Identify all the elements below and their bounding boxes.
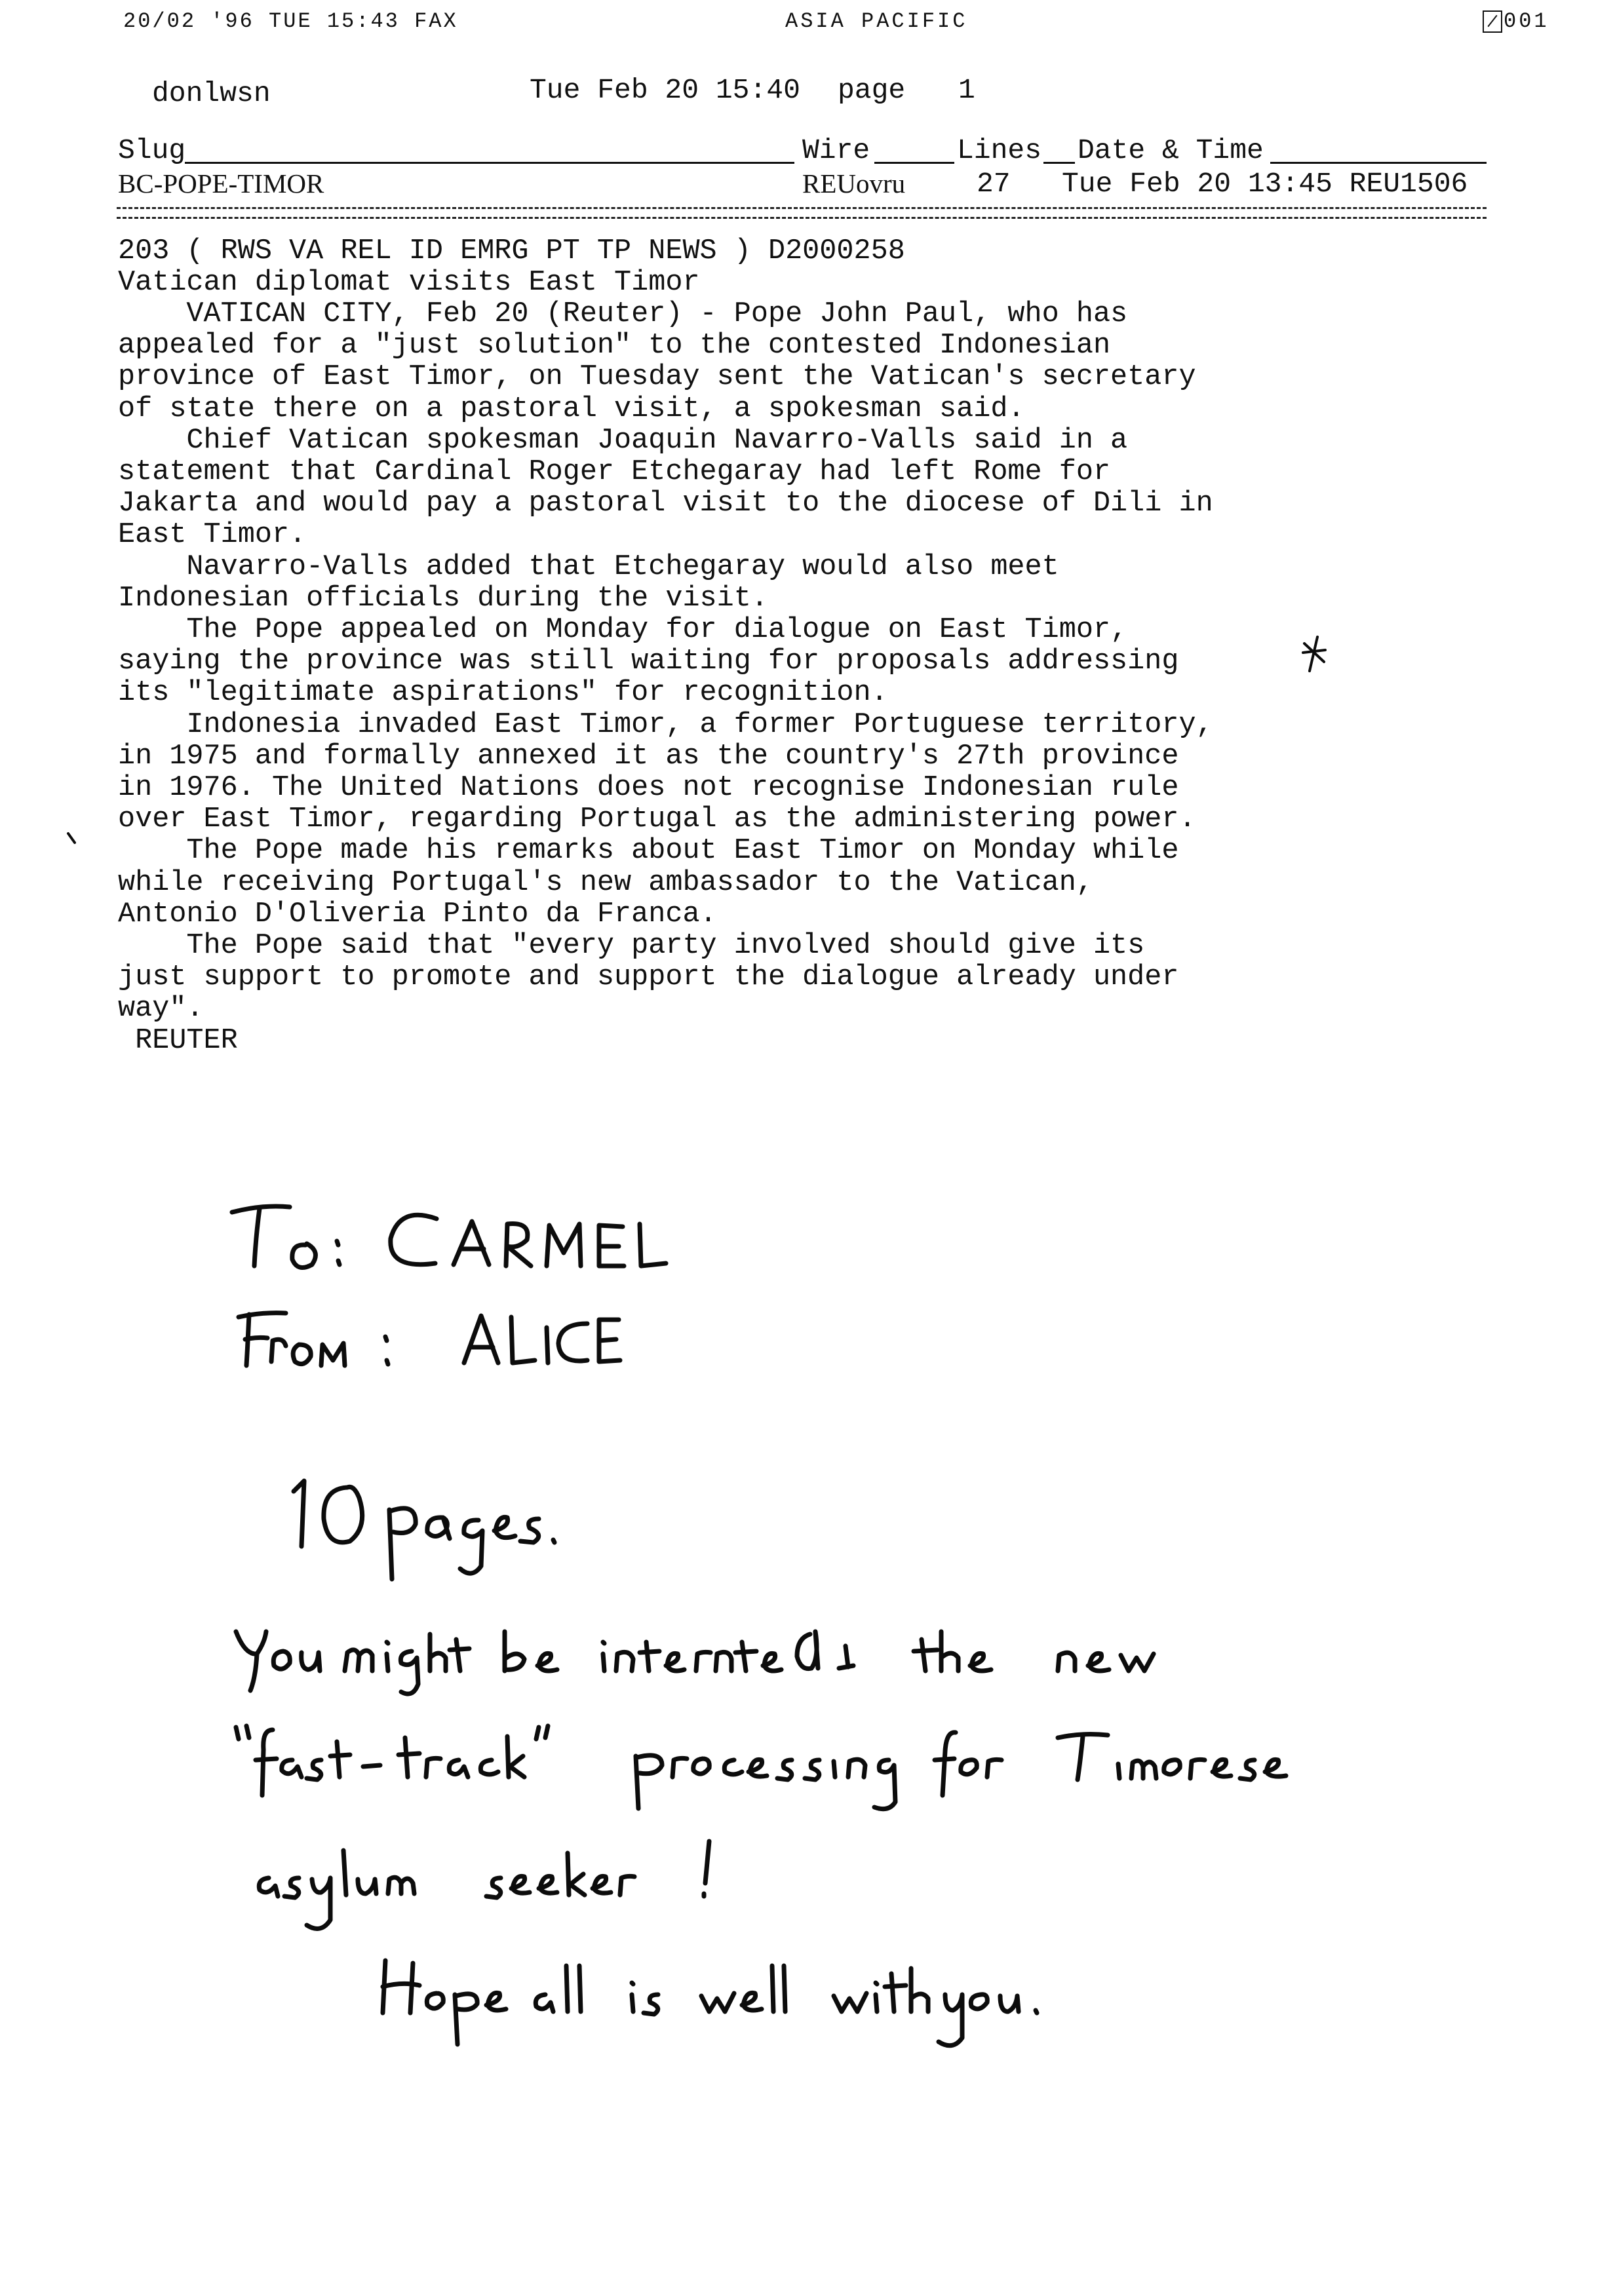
story-line: in 1975 and formally annexed it as the country's 27th province (118, 740, 1179, 773)
story-line: in 1976. The United Nations does not recognise Indonesian rule (118, 772, 1179, 804)
slug-label: Slug (118, 134, 186, 166)
wire-label: Wire (802, 134, 870, 166)
story-line: statement that Cardinal Roger Etchegaray had left Rome for (118, 456, 1111, 488)
wire-value: REUovru (802, 168, 906, 199)
story-line: Navarro-Valls added that Etchegaray would also meet (118, 550, 1059, 583)
asterisk-mark (1298, 634, 1331, 674)
wire-underline (874, 162, 954, 164)
story-line: way". (118, 993, 204, 1025)
fax-sender: ASIA PACIFIC (785, 9, 968, 33)
story-line: REUTER (118, 1024, 238, 1057)
separator-rule (117, 207, 1487, 219)
lines-underline (1043, 162, 1075, 164)
story-line: just support to promote and support the dialogue already under (118, 961, 1179, 994)
handwritten-from-line (223, 1297, 642, 1376)
story-line: appealed for a "just solution" to the contested Indonesian (118, 330, 1111, 362)
slug-value: BC-POPE-TIMOR (118, 168, 324, 199)
story-line: province of East Timor, on Tuesday sent the Vatican's secretary (118, 361, 1196, 394)
story-line: VATICAN CITY, Feb 20 (Reuter) - Pope John Paul, who has (118, 298, 1128, 330)
handwritten-pages-line (282, 1468, 570, 1586)
story-line: over East Timor, regarding Portugal as the administering power. (118, 803, 1196, 836)
fax-page-counter (1483, 9, 1549, 33)
story-line: The Pope made his remarks about East Timor on Monday while (118, 835, 1179, 868)
system-datetime: Tue Feb 20 15:40 (530, 74, 800, 106)
story-line: Chief Vatican spokesman Joaquin Navarro-Valls said in a (118, 424, 1128, 457)
system-user: donlwsn (152, 77, 271, 109)
story-line: saying the province was still waiting for proposals addressing (118, 645, 1179, 678)
fax-page-number: 001 (1504, 9, 1549, 33)
datetime-value: Tue Feb 20 13:45 REU1506 (1062, 168, 1468, 200)
datetime-underline (1270, 162, 1487, 164)
handwritten-line-4 (374, 1940, 1095, 2051)
story-code-line: 203 ( RWS VA REL ID EMRG PT TP NEWS ) D2000258 (118, 235, 905, 267)
handwritten-to-line (223, 1193, 669, 1278)
lines-label: Lines (957, 134, 1042, 166)
story-line: Indonesian officials during the visit. (118, 582, 768, 615)
handwritten-line-1 (229, 1605, 1186, 1710)
lines-value: 27 (977, 168, 1011, 200)
story-line: East Timor. (118, 519, 307, 552)
story-line: while receiving Portugal's new ambassador to the Vatican, (118, 866, 1093, 899)
stray-mark (66, 831, 79, 847)
story-line: Jakarta and would pay a pastoral visit to the diocese of Dili in (118, 488, 1213, 520)
story-line: Antonio D'Oliveria Pinto da Franca. (118, 898, 717, 930)
handwritten-line-2 (229, 1704, 1291, 1815)
story-line: its "legitimate aspirations" for recognition. (118, 677, 888, 710)
story-line: Indonesia invaded East Timor, a former Portuguese territory, (118, 708, 1213, 741)
system-page-number: 1 (958, 74, 975, 106)
story-line: of state there on a pastoral visit, a spokesman said. (118, 392, 1025, 425)
handwritten-line-3 (249, 1815, 760, 1940)
story-line: The Pope said that "every party involved should give its (118, 930, 1145, 962)
story-line: The Pope appealed on Monday for dialogue on East Timor, (118, 614, 1128, 646)
system-page-label: page (838, 74, 906, 106)
fax-page-icon (1483, 10, 1502, 33)
datetime-label: Date & Time (1078, 134, 1264, 166)
fax-timestamp: 20/02 '96 TUE 15:43 FAX (123, 9, 458, 33)
slug-underline (185, 162, 794, 164)
story-headline: Vatican diplomat visits East Timor (118, 267, 700, 299)
